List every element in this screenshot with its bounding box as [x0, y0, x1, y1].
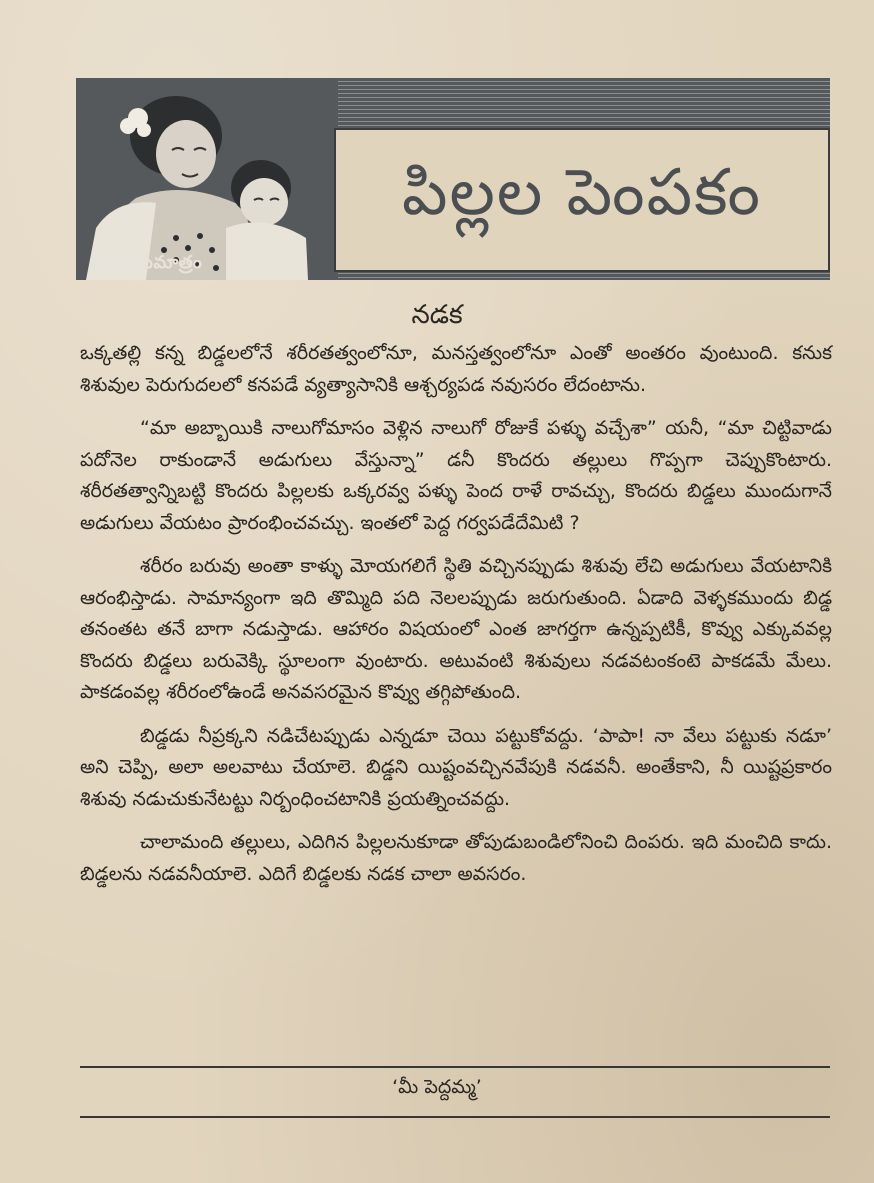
- paragraph: ఒక్కతల్లి కన్న బిడ్డలలోనే శరీరతత్వంలోనూ, మనస్తత్వంలోనూ ఎంతో అంతరం వుంటుంది. కనుక శిశువుల పెరుగుదలలో కనపడే వ్యత్యాసానికి ఆశ్చర్యపడ నవుసరం లేదంటాను.: [80, 342, 832, 396]
- paragraph: “మా అబ్బాయికి నాలుగోమాసం వెళ్లిన నాలుగో రోజుకే పళ్ళు వచ్చేశా” యనీ, “మా చిట్టివాడు పదోనెల రాకుండానే అడుగులు వేస్తున్నా” డనీ కొందరు తల్లులు గొప్పగా చెప్పుకొంటారు. శరీరతత్వాన్నిబట్టి కొందరు పిల్లలకు ఒక్కరవ్వ పళ్ళు పెంద రాళే రావచ్చు, కొందరు బిడ్డలు ముందుగానే అడుగులు వేయటం ప్రారంభించవచ్చు. ఇంతలో పెద్ద గర్వపడేదేమిటి ?: [80, 417, 832, 534]
- article-body: [80, 338, 832, 902]
- column-title: పిల్లల పెంపకం: [402, 155, 762, 230]
- author-signature: ‘మీ పెద్దమ్మ’: [392, 1076, 482, 1098]
- article-heading: నడక: [411, 300, 463, 330]
- column-banner: [76, 78, 830, 280]
- paragraph: శరీరం బరువు అంతా కాళ్ళు మోయగలిగే స్థితి వచ్చినప్పుడు శిశువు లేచి అడుగులు వేయటానికి ఆరంభిస్తాడు. సామాన్యంగా ఇది తొమ్మిది పది నెలలప్పుడు జరుగుతుంది. ఏడాది వెళ్ళకముందు బిడ్డ తనంతట తనే బాగా నడుస్తాడు. ఆహారం విషయంలో ఎంత జాగర్తగా ఉన్నప్పటికీ, కొవ్వు ఎక్కువవల్ల కొందరు బిడ్డలు బరువెక్కి స్థూలంగా వుంటారు. అటువంటి శిశువులు నడవటంకంటె పాకడమే మేలు. పాకడంవల్ల శరీరంలోఉండే అనవసరమైన కొవ్వు తగ్గిపోతుంది.: [80, 555, 832, 703]
- divider-bottom: [80, 1116, 830, 1118]
- paragraph: చాలామంది తల్లులు, ఎదిగిన పిల్లలనుకూడా తోపుడుబండిలోనించి దింపరు. ఇది మంచిది కాదు. బిడ్డలను నడవనీయాలె. ఎదిగే బిడ్డలకు నడక చాలా అవసరం.: [80, 831, 832, 885]
- banner-caption: తల్లులకుమాత్రం: [90, 252, 203, 273]
- title-box: [334, 128, 830, 272]
- mother-child-illustration: [76, 78, 338, 280]
- divider-top: [80, 1066, 830, 1068]
- paragraph: బిడ్డడు నీప్రక్కని నడిచేటప్పుడు ఎన్నడూ చెయి పట్టుకోవద్దు. ‘పాపా! నా వేలు పట్టుకు నడూ’ అని చెప్పి, అలా అలవాటు చేయాలె. బిడ్డని యిష్టంవచ్చినవేపుకి నడవనీ. అంతేకాని, నీ యిష్టప్రకారం శిశువు నడుచుకునేటట్టు నిర్బంధించటానికి ప్రయత్నించవద్దు.: [80, 724, 832, 810]
